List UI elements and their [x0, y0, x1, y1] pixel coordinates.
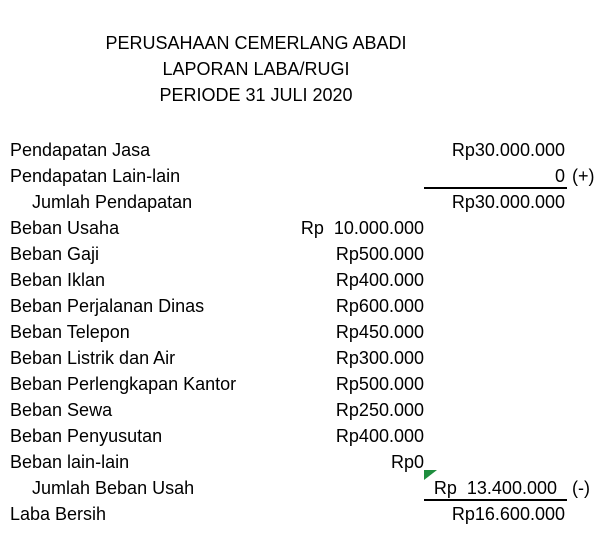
row-right-value [424, 319, 567, 345]
row-right-value [424, 449, 567, 475]
row-right-value: Rp30.000.000 [451, 140, 565, 160]
row-operator [567, 293, 610, 319]
row-operator [567, 137, 610, 163]
row-label: Pendapatan Jasa [10, 140, 151, 160]
row-mid-value: Rp250.000 [335, 400, 424, 420]
row-operator: (-) [572, 478, 590, 498]
statement-table [0, 137, 610, 527]
row-operator [567, 241, 610, 267]
row-operator [567, 319, 610, 345]
row-mid-value: Rp600.000 [335, 296, 424, 316]
row-right-value: Rp 13.400.000 [424, 475, 567, 501]
statement-row [0, 189, 610, 215]
row-operator [567, 371, 610, 397]
statement-row [0, 293, 610, 319]
row-label: Beban Perjalanan Dinas [10, 296, 205, 316]
row-operator [567, 345, 610, 371]
row-label: Jumlah Beban Usah [32, 478, 195, 498]
statement-row [0, 475, 610, 501]
report-period: PERIODE 31 JULI 2020 [159, 85, 353, 105]
row-label: Beban Gaji [10, 244, 100, 264]
row-right-value [424, 267, 567, 293]
row-operator [567, 215, 610, 241]
document-header [0, 30, 512, 108]
row-right-value [424, 345, 567, 371]
row-label: Beban Telepon [10, 322, 130, 342]
row-right-value: Rp16.600.000 [451, 504, 565, 524]
row-right-value [424, 371, 567, 397]
row-mid-value: Rp300.000 [335, 348, 424, 368]
row-mid-value [250, 475, 424, 501]
green-triangle-icon [424, 470, 437, 480]
row-right-value [424, 423, 567, 449]
statement-row [0, 241, 610, 267]
row-mid-value [250, 137, 424, 163]
row-label: Pendapatan Lain-lain [10, 166, 181, 186]
row-mid-value: Rp400.000 [335, 426, 424, 446]
row-mid-value: Rp450.000 [335, 322, 424, 342]
row-label: Jumlah Pendapatan [32, 192, 193, 212]
row-label: Beban Perlengkapan Kantor [10, 374, 237, 394]
row-right-value [424, 215, 567, 241]
row-mid-value [250, 189, 424, 215]
statement-row [0, 137, 610, 163]
row-operator [567, 423, 610, 449]
row-right-value [424, 397, 567, 423]
company-name: PERUSAHAAN CEMERLANG ABADI [105, 33, 407, 53]
row-label: Beban Penyusutan [10, 426, 163, 446]
row-mid-value: Rp0 [390, 452, 424, 472]
row-mid-value: Rp500.000 [335, 374, 424, 394]
row-operator [567, 501, 610, 527]
row-operator [567, 397, 610, 423]
row-mid-value [250, 163, 424, 189]
row-right-value [424, 241, 567, 267]
row-mid-value: Rp 10.000.000 [300, 218, 424, 238]
row-right-value: Rp30.000.000 [451, 192, 565, 212]
statement-row [0, 423, 610, 449]
statement-row [0, 449, 610, 475]
row-label: Beban Listrik dan Air [10, 348, 176, 368]
row-operator: (+) [572, 166, 595, 186]
row-operator [567, 267, 610, 293]
report-title: LAPORAN LABA/RUGI [162, 59, 350, 79]
statement-row [0, 397, 610, 423]
row-label: Beban Usaha [10, 218, 120, 238]
row-mid-value [250, 501, 424, 527]
row-operator [567, 189, 610, 215]
row-right-value [424, 293, 567, 319]
row-label: Beban Iklan [10, 270, 106, 290]
row-label: Beban lain-lain [10, 452, 130, 472]
statement-row [0, 267, 610, 293]
row-right-value: 0 [424, 163, 567, 189]
statement-row [0, 345, 610, 371]
row-operator [567, 449, 610, 475]
statement-row [0, 215, 610, 241]
statement-row [0, 371, 610, 397]
row-mid-value: Rp500.000 [335, 244, 424, 264]
row-label: Laba Bersih [10, 504, 107, 524]
statement-row [0, 163, 610, 189]
row-mid-value: Rp400.000 [335, 270, 424, 290]
statement-row [0, 319, 610, 345]
statement-row [0, 501, 610, 527]
row-label: Beban Sewa [10, 400, 113, 420]
